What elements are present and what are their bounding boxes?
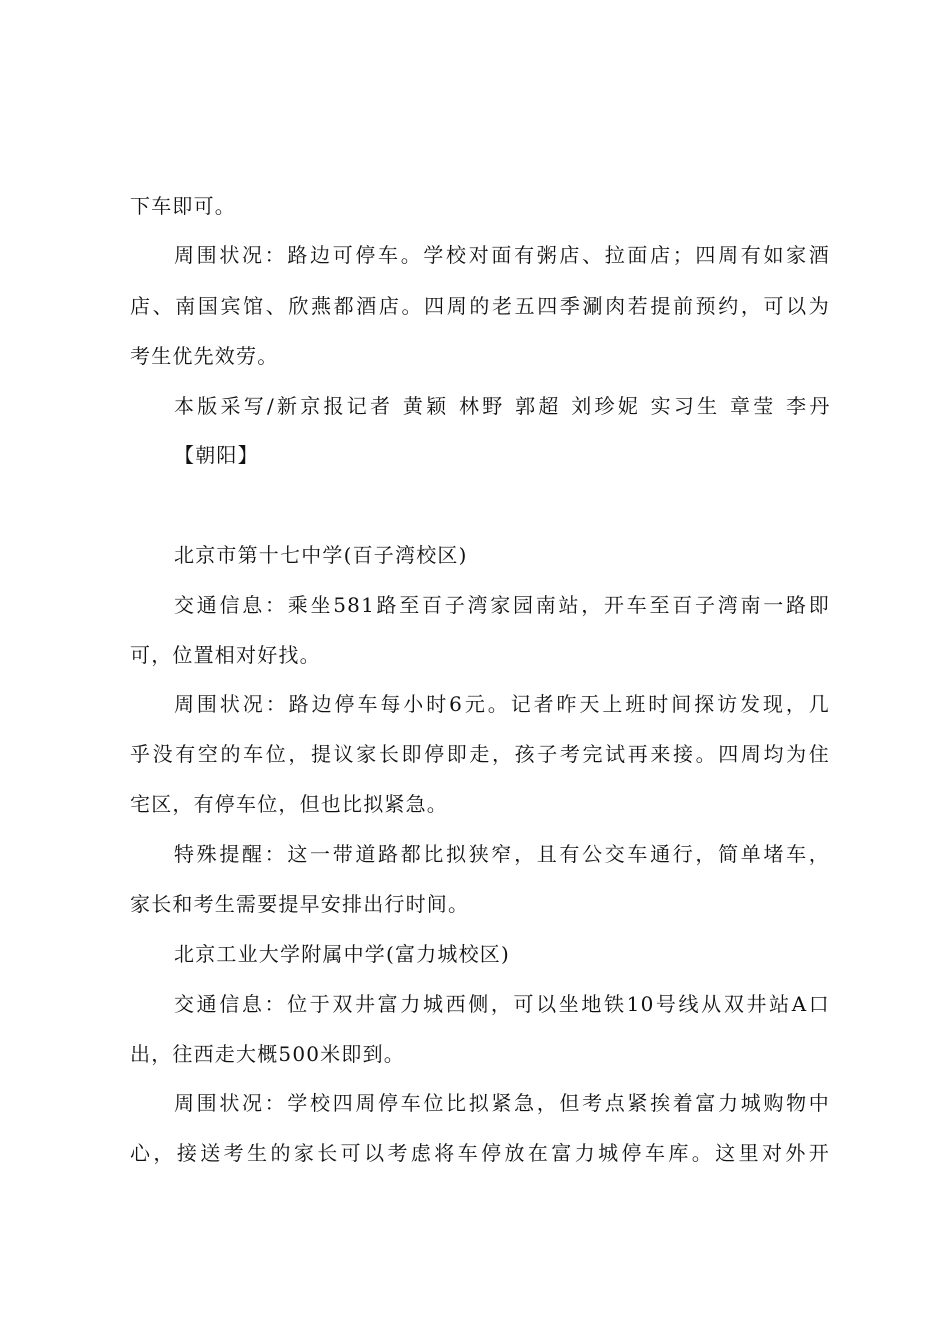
paragraph-line: 交通信息：位于双井富力城西侧，可以坐地铁10号线从双井站A口 <box>174 992 830 1016</box>
paragraph-line: 出，往西走大概500米即到。 <box>130 1042 405 1066</box>
paragraph-line: 周围状况：路边停车每小时6元。记者昨天上班时间探访发现，几 <box>174 692 830 716</box>
paragraph-line: 家长和考生需要提早安排出行时间。 <box>130 892 470 916</box>
school-name: 北京工业大学附属中学(富力城校区) <box>174 942 511 966</box>
text-line: 下车即可。 <box>130 194 236 218</box>
paragraph-line: 店、南国宾馆、欣燕都酒店。四周的老五四季涮肉若提前预约，可以为 <box>130 294 830 318</box>
byline: 本版采写/新京报记者 黄颖 林野 郭超 刘珍妮 实习生 章莹 李丹 <box>174 394 830 418</box>
paragraph-line: 乎没有空的车位，提议家长即停即走，孩子考完试再来接。四周均为住 <box>130 742 830 766</box>
paragraph-line: 交通信息：乘坐581路至百子湾家园南站，开车至百子湾南一路即 <box>174 593 830 617</box>
paragraph-line: 宅区，有停车位，但也比拟紧急。 <box>130 792 448 816</box>
paragraph-line: 可，位置相对好找。 <box>130 643 321 667</box>
section-heading: 【朝阳】 <box>174 443 259 467</box>
paragraph-line: 周围状况：路边可停车。学校对面有粥店、拉面店；四周有如家酒 <box>174 243 830 267</box>
paragraph-line: 周围状况：学校四周停车位比拟紧急，但考点紧挨着富力城购物中 <box>174 1091 830 1115</box>
paragraph-line: 考生优先效劳。 <box>130 344 279 368</box>
school-name: 北京市第十七中学(百子湾校区) <box>174 543 468 567</box>
paragraph-line: 特殊提醒：这一带道路都比拟狭窄，且有公交车通行，简单堵车， <box>174 842 830 866</box>
paragraph-line: 心，接送考生的家长可以考虑将车停放在富力城停车库。这里对外开 <box>130 1141 830 1165</box>
